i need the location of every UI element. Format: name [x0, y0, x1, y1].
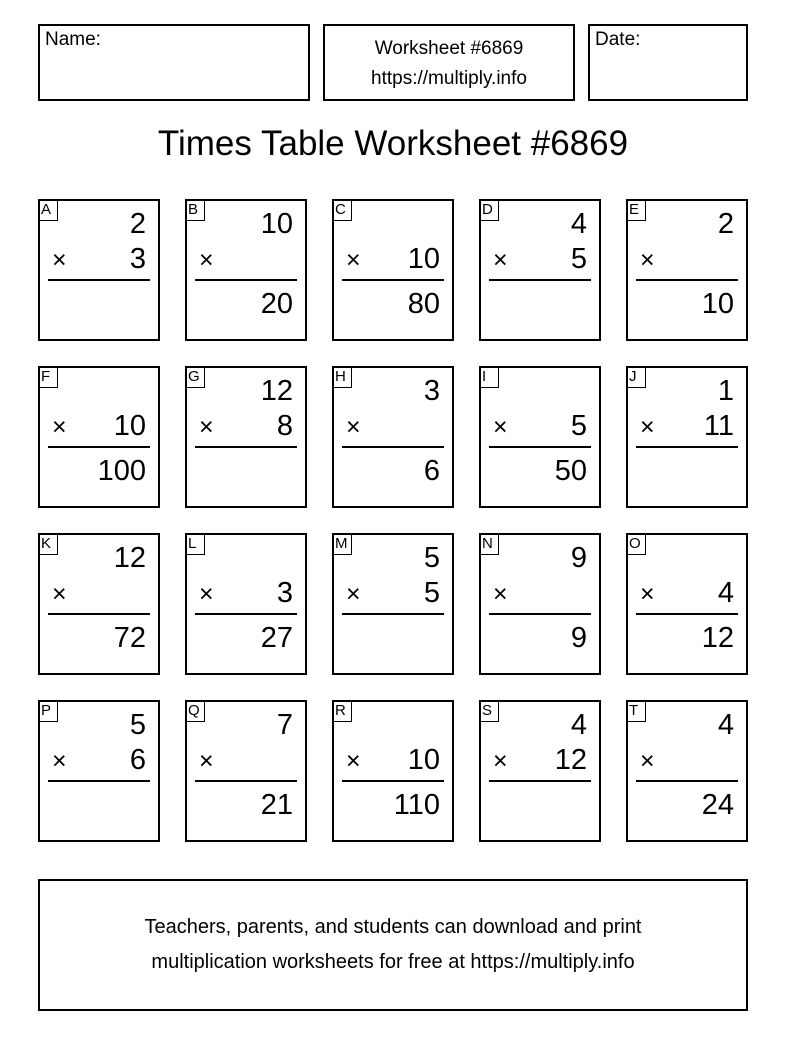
footer-line-1: Teachers, parents, and students can download and print [144, 916, 642, 938]
problem-box [332, 533, 454, 675]
times-sign: × [640, 580, 655, 608]
bottom-operand: 5 [423, 577, 440, 609]
bottom-operand: 10 [113, 410, 146, 442]
problem-box [38, 533, 160, 675]
answer-value: 80 [407, 288, 440, 320]
times-sign: × [199, 413, 214, 441]
problem-label: Q [185, 700, 205, 722]
answer-line [489, 613, 591, 615]
problem-label: F [38, 366, 58, 388]
times-sign: × [493, 747, 508, 775]
answer-line [636, 780, 738, 782]
problem-box [479, 533, 601, 675]
times-sign: × [346, 580, 361, 608]
problem-label: R [332, 700, 352, 722]
answer-line [195, 446, 297, 448]
problem-box [332, 700, 454, 842]
answer-value: 27 [260, 622, 293, 654]
answer-line [489, 279, 591, 281]
bottom-operand: 10 [407, 243, 440, 275]
problem-label: K [38, 533, 58, 555]
answer-line [48, 446, 150, 448]
answer-line [636, 446, 738, 448]
top-operand: 5 [423, 542, 440, 574]
problem-label: H [332, 366, 352, 388]
problem-label: A [38, 199, 58, 221]
answer-line [48, 279, 150, 281]
problem-box [185, 366, 307, 508]
problem-box [38, 366, 160, 508]
answer-value: 72 [113, 622, 146, 654]
answer-value: 20 [260, 288, 293, 320]
bottom-operand: 10 [407, 744, 440, 776]
problem-box [185, 700, 307, 842]
answer-line [195, 279, 297, 281]
times-sign: × [640, 413, 655, 441]
answer-line [48, 613, 150, 615]
bottom-operand: 11 [703, 410, 734, 442]
problem-label: E [626, 199, 646, 221]
answer-value: 24 [701, 789, 734, 821]
times-sign: × [346, 413, 361, 441]
times-sign: × [52, 413, 67, 441]
problem-label: N [479, 533, 499, 555]
answer-line [636, 613, 738, 615]
times-sign: × [493, 580, 508, 608]
problem-label: O [626, 533, 646, 555]
top-operand: 3 [423, 375, 440, 407]
bottom-operand: 3 [276, 577, 293, 609]
date-field-box[interactable] [588, 24, 748, 101]
answer-value: 50 [554, 455, 587, 487]
problem-label: G [185, 366, 205, 388]
top-operand: 4 [570, 208, 587, 240]
problem-label: P [38, 700, 58, 722]
answer-value: 100 [97, 455, 146, 487]
answer-line [636, 279, 738, 281]
top-operand: 4 [717, 709, 734, 741]
top-operand: 9 [570, 542, 587, 574]
answer-line [48, 780, 150, 782]
bottom-operand: 8 [276, 410, 293, 442]
bottom-operand: 4 [717, 577, 734, 609]
answer-line [195, 780, 297, 782]
top-operand: 2 [129, 208, 146, 240]
date-label: Date: [595, 29, 641, 50]
bottom-operand: 12 [554, 744, 587, 776]
answer-value: 110 [393, 789, 440, 821]
answer-line [489, 446, 591, 448]
times-sign: × [346, 246, 361, 274]
footer-note [38, 879, 748, 1011]
worksheet-info-box [323, 24, 575, 101]
top-operand: 5 [129, 709, 146, 741]
problem-box [185, 533, 307, 675]
problem-box [479, 700, 601, 842]
answer-line [195, 613, 297, 615]
bottom-operand: 5 [570, 243, 587, 275]
problem-label: D [479, 199, 499, 221]
answer-value: 21 [260, 789, 293, 821]
bottom-operand: 5 [570, 410, 587, 442]
top-operand: 1 [717, 375, 734, 407]
top-operand: 7 [276, 709, 293, 741]
answer-line [489, 780, 591, 782]
problem-label: L [185, 533, 205, 555]
problem-box [479, 199, 601, 341]
top-operand: 12 [260, 375, 293, 407]
problem-box [626, 199, 748, 341]
name-field-box[interactable] [38, 24, 310, 101]
problem-box [626, 533, 748, 675]
answer-value: 6 [423, 455, 440, 487]
footer-line-2: multiplication worksheets for free at https://multiply.info [151, 951, 635, 973]
problem-label: B [185, 199, 205, 221]
problem-box [626, 700, 748, 842]
problem-box [38, 199, 160, 341]
problem-label: I [479, 366, 499, 388]
problem-box [332, 366, 454, 508]
times-sign: × [199, 580, 214, 608]
times-sign: × [52, 580, 67, 608]
answer-line [342, 446, 444, 448]
problem-label: M [332, 533, 352, 555]
problem-label: S [479, 700, 499, 722]
times-sign: × [199, 747, 214, 775]
problem-label: T [626, 700, 646, 722]
answer-value: 12 [701, 622, 734, 654]
answer-line [342, 279, 444, 281]
problem-label: J [626, 366, 646, 388]
answer-value: 9 [570, 622, 587, 654]
bottom-operand: 6 [129, 744, 146, 776]
worksheet-url: https://multiply.info [371, 68, 527, 89]
times-sign: × [346, 747, 361, 775]
times-sign: × [640, 246, 655, 274]
top-operand: 10 [260, 208, 293, 240]
times-sign: × [493, 246, 508, 274]
worksheet-number: Worksheet #6869 [374, 38, 524, 59]
times-sign: × [199, 246, 214, 274]
answer-line [342, 613, 444, 615]
times-sign: × [52, 747, 67, 775]
top-operand: 2 [717, 208, 734, 240]
problem-box [479, 366, 601, 508]
problem-label: C [332, 199, 352, 221]
times-sign: × [493, 413, 508, 441]
problem-box [626, 366, 748, 508]
problem-box [38, 700, 160, 842]
answer-value: 10 [701, 288, 734, 320]
times-sign: × [52, 246, 67, 274]
problem-box [185, 199, 307, 341]
answer-line [342, 780, 444, 782]
problem-box [332, 199, 454, 341]
times-sign: × [640, 747, 655, 775]
top-operand: 4 [570, 709, 587, 741]
top-operand: 12 [113, 542, 146, 574]
page-title: Times Table Worksheet #6869 [157, 124, 629, 163]
bottom-operand: 3 [129, 243, 146, 275]
name-label: Name: [45, 29, 101, 50]
